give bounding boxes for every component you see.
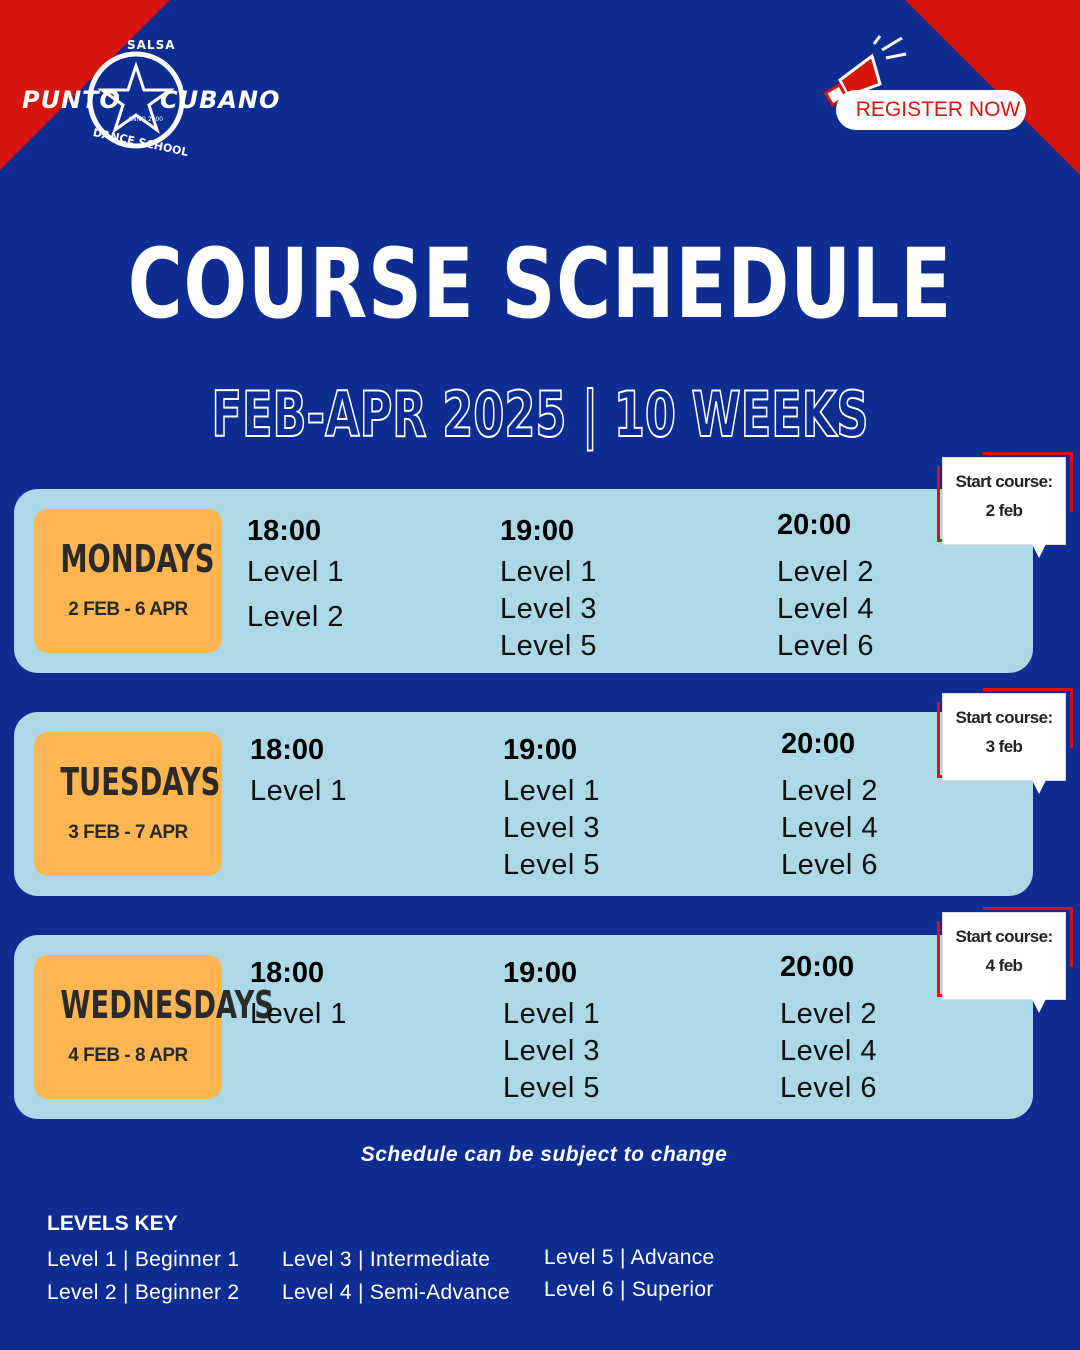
day-label-box [34, 732, 222, 876]
levels-key-item: Level 3 | Intermediate [282, 1248, 491, 1271]
slot-level: Level 2 [247, 601, 345, 633]
day-name: MONDAYS [60, 537, 215, 581]
slot-time: 20:00 [780, 951, 855, 983]
schedule-change-note: Schedule can be subject to change [360, 1143, 728, 1166]
register-now-button[interactable]: REGISTER NOW [836, 90, 1026, 130]
time-slot [777, 509, 874, 665]
levels-key-title: LEVELS KEY [47, 1212, 178, 1235]
slot-level: Level 3 [503, 812, 601, 844]
slot-level: Level 1 [503, 998, 601, 1030]
day-date-range: 3 FEB - 7 APR [68, 822, 188, 843]
start-course-date: 4 feb [985, 956, 1023, 975]
start-course-label: Start course: [955, 708, 1053, 727]
slot-level: Level 5 [503, 1072, 601, 1104]
start-course-note [943, 913, 1065, 999]
slot-level: Level 3 [503, 1035, 601, 1067]
levels-key-item: Level 6 | Superior [544, 1278, 714, 1301]
slot-time: 18:00 [250, 957, 325, 989]
start-course-date: 3 feb [985, 737, 1023, 756]
page-subtitle: FEB-APR 2025 | 10 WEEKS [211, 378, 869, 451]
slot-level: Level 5 [503, 849, 601, 881]
levels-key-item: Level 4 | Semi-Advance [282, 1281, 511, 1304]
slot-level: Level 3 [500, 593, 598, 625]
logo-name-right: CUBANO [160, 86, 281, 114]
slot-level: Level 2 [777, 556, 875, 588]
start-course-label: Start course: [955, 472, 1053, 491]
slot-level: Level 1 [250, 775, 348, 807]
day-label-box [34, 509, 222, 653]
slot-level: Level 4 [781, 812, 879, 844]
corner-decoration-right [905, 0, 1080, 175]
levels-key-item: Level 5 | Advance [544, 1246, 715, 1269]
slot-level: Level 4 [777, 593, 875, 625]
time-slot [500, 515, 597, 665]
slot-level: Level 5 [500, 630, 598, 662]
time-slot [780, 951, 877, 1107]
slot-level: Level 1 [250, 998, 348, 1030]
time-slot [503, 957, 600, 1107]
school-logo[interactable] [20, 36, 281, 166]
day-card-monday [14, 489, 1033, 673]
time-slot [250, 734, 347, 810]
slot-time: 20:00 [777, 509, 852, 541]
logo-salsa-text: SALSA [127, 38, 176, 52]
logo-school-text: DANCE SCHOOL [91, 126, 190, 159]
start-course-note [943, 458, 1065, 544]
slot-time: 18:00 [250, 734, 325, 766]
day-card-tuesday [14, 712, 1033, 896]
slot-level: Level 2 [780, 998, 878, 1030]
slot-time: 19:00 [503, 957, 578, 989]
time-slot [781, 728, 878, 884]
slot-level: Level 1 [500, 556, 598, 588]
slot-level: Level 4 [780, 1035, 878, 1067]
slot-level: Level 6 [781, 849, 879, 881]
slot-time: 19:00 [500, 515, 575, 547]
slot-time: 18:00 [247, 515, 322, 547]
day-label-box [34, 955, 274, 1099]
day-card-wednesday [14, 935, 1033, 1119]
levels-key-item: Level 2 | Beginner 2 [47, 1281, 240, 1304]
start-course-date: 2 feb [985, 501, 1023, 520]
slot-time: 20:00 [781, 728, 856, 760]
slot-level: Level 1 [503, 775, 601, 807]
slot-level: Level 6 [777, 630, 875, 662]
day-name: WEDNESDAYS [60, 983, 274, 1027]
logo-name-left: PUNTO [22, 86, 121, 114]
day-date-range: 4 FEB - 8 APR [68, 1045, 188, 1066]
time-slot [503, 734, 600, 884]
page-title: COURSE SCHEDULE [127, 228, 953, 340]
start-course-label: Start course: [955, 927, 1053, 946]
day-date-range: 2 FEB - 6 APR [68, 599, 188, 620]
start-course-note [943, 694, 1065, 780]
time-slot [250, 957, 347, 1033]
time-slot [247, 515, 344, 636]
slot-time: 19:00 [503, 734, 578, 766]
slot-level: Level 6 [780, 1072, 878, 1104]
day-name: TUESDAYS [60, 760, 221, 804]
levels-key-item: Level 1 | Beginner 1 [47, 1248, 240, 1271]
logo-anno-text: ANNO 2000 [128, 116, 163, 123]
slot-level: Level 1 [247, 556, 345, 588]
slot-level: Level 2 [781, 775, 879, 807]
